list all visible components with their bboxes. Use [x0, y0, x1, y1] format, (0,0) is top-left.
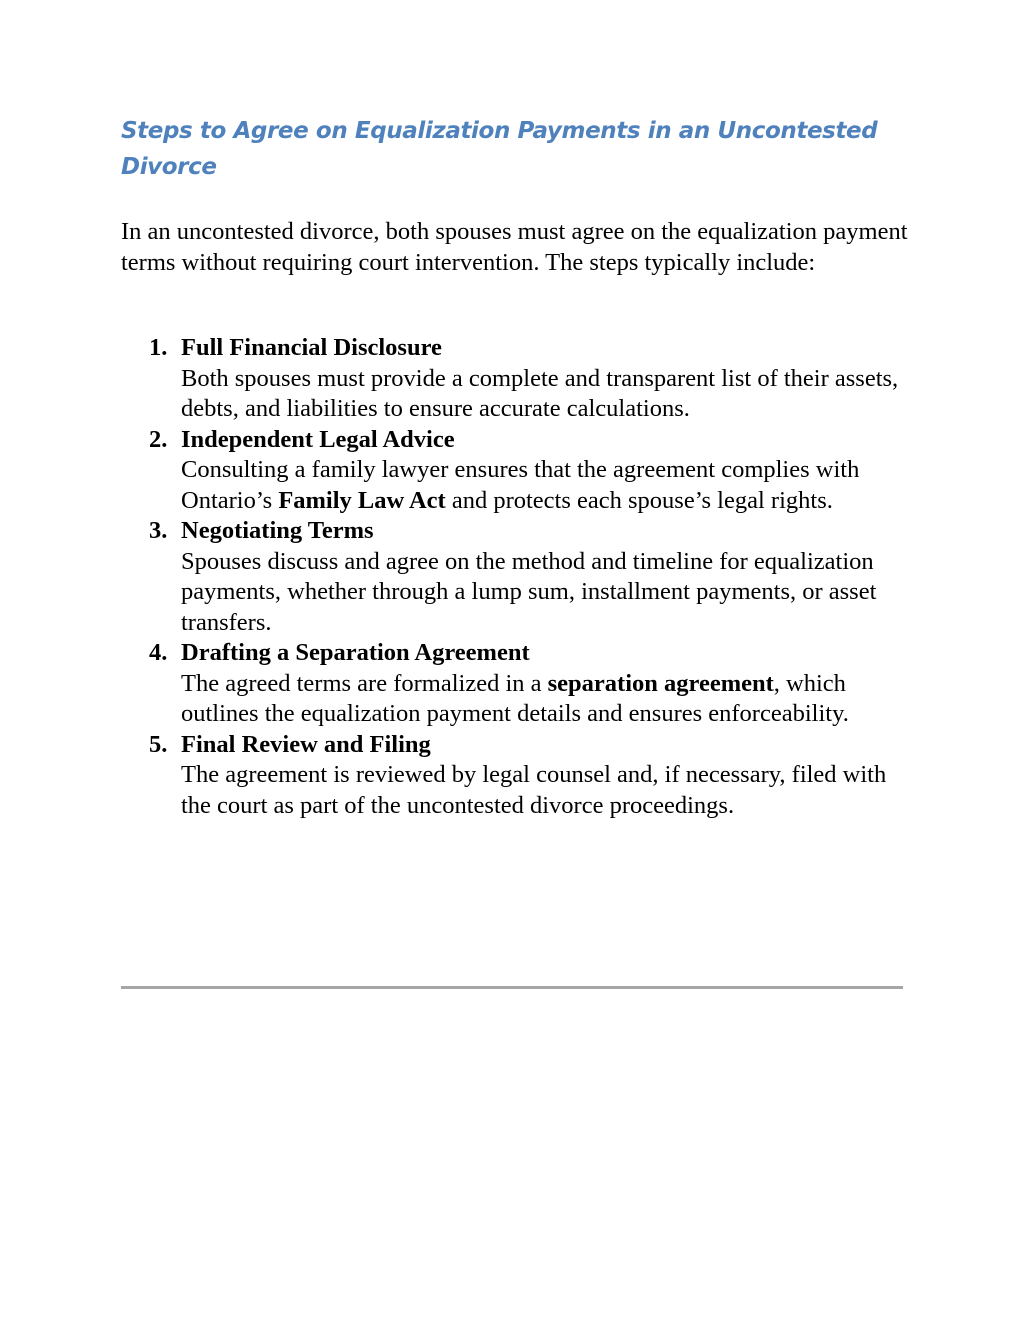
- step-description: [181, 669, 911, 730]
- step-title: Drafting a Separation Agreement: [181, 639, 530, 666]
- step-title: Negotiating Terms: [181, 517, 374, 544]
- step-item-4: [121, 638, 911, 730]
- step-title: Independent Legal Advice: [181, 425, 455, 453]
- step-number: 1.: [149, 334, 168, 361]
- step-description: Spouses discuss and agree on the method and timeline for equalization payments, whether through a lump sum, installment payments, or asset transfers.: [181, 547, 877, 636]
- emphasized-term: Family Law Act: [278, 486, 446, 514]
- step-description: Both spouses must provide a complete and transparent list of their assets, debts, and liabilities to ensure accurate calculations.: [181, 364, 899, 422]
- section-heading: Steps to Agree on Equalization Payments in an Uncontested Divorce: [121, 118, 878, 180]
- step-description-text: Consulting a family lawyer ensures that the agreement complies with Ontario’s: [181, 456, 860, 514]
- emphasized-term: separation agreement: [547, 669, 774, 697]
- step-item-3: [121, 516, 911, 638]
- step-number: 5.: [149, 730, 168, 758]
- horizontal-divider: [121, 986, 903, 989]
- step-item-5: [121, 730, 911, 822]
- intro-paragraph: In an uncontested divorce, both spouses must agree on the equalization payment terms without requiring court intervention. The steps typically include:: [121, 218, 908, 276]
- step-description: The agreement is reviewed by legal counsel and, if necessary, filed with the court as part of the uncontested divorce proceedings.: [181, 761, 887, 819]
- step-title: Full Financial Disclosure: [181, 334, 442, 361]
- step-title: Final Review and Filing: [181, 730, 431, 758]
- step-number: 3.: [149, 517, 168, 544]
- step-item-1: [121, 333, 911, 425]
- step-description-text: and protects each spouse’s legal rights.: [445, 486, 833, 514]
- step-description-text: The agreed terms are formalized in a: [181, 669, 548, 697]
- steps-list: [121, 333, 911, 821]
- step-number: 4.: [149, 639, 168, 666]
- step-item-2: [121, 425, 911, 517]
- step-description: [181, 455, 911, 516]
- step-description-text: , which outlines the equalization payment details and ensures enforceability.: [181, 669, 849, 727]
- step-number: 2.: [149, 425, 168, 453]
